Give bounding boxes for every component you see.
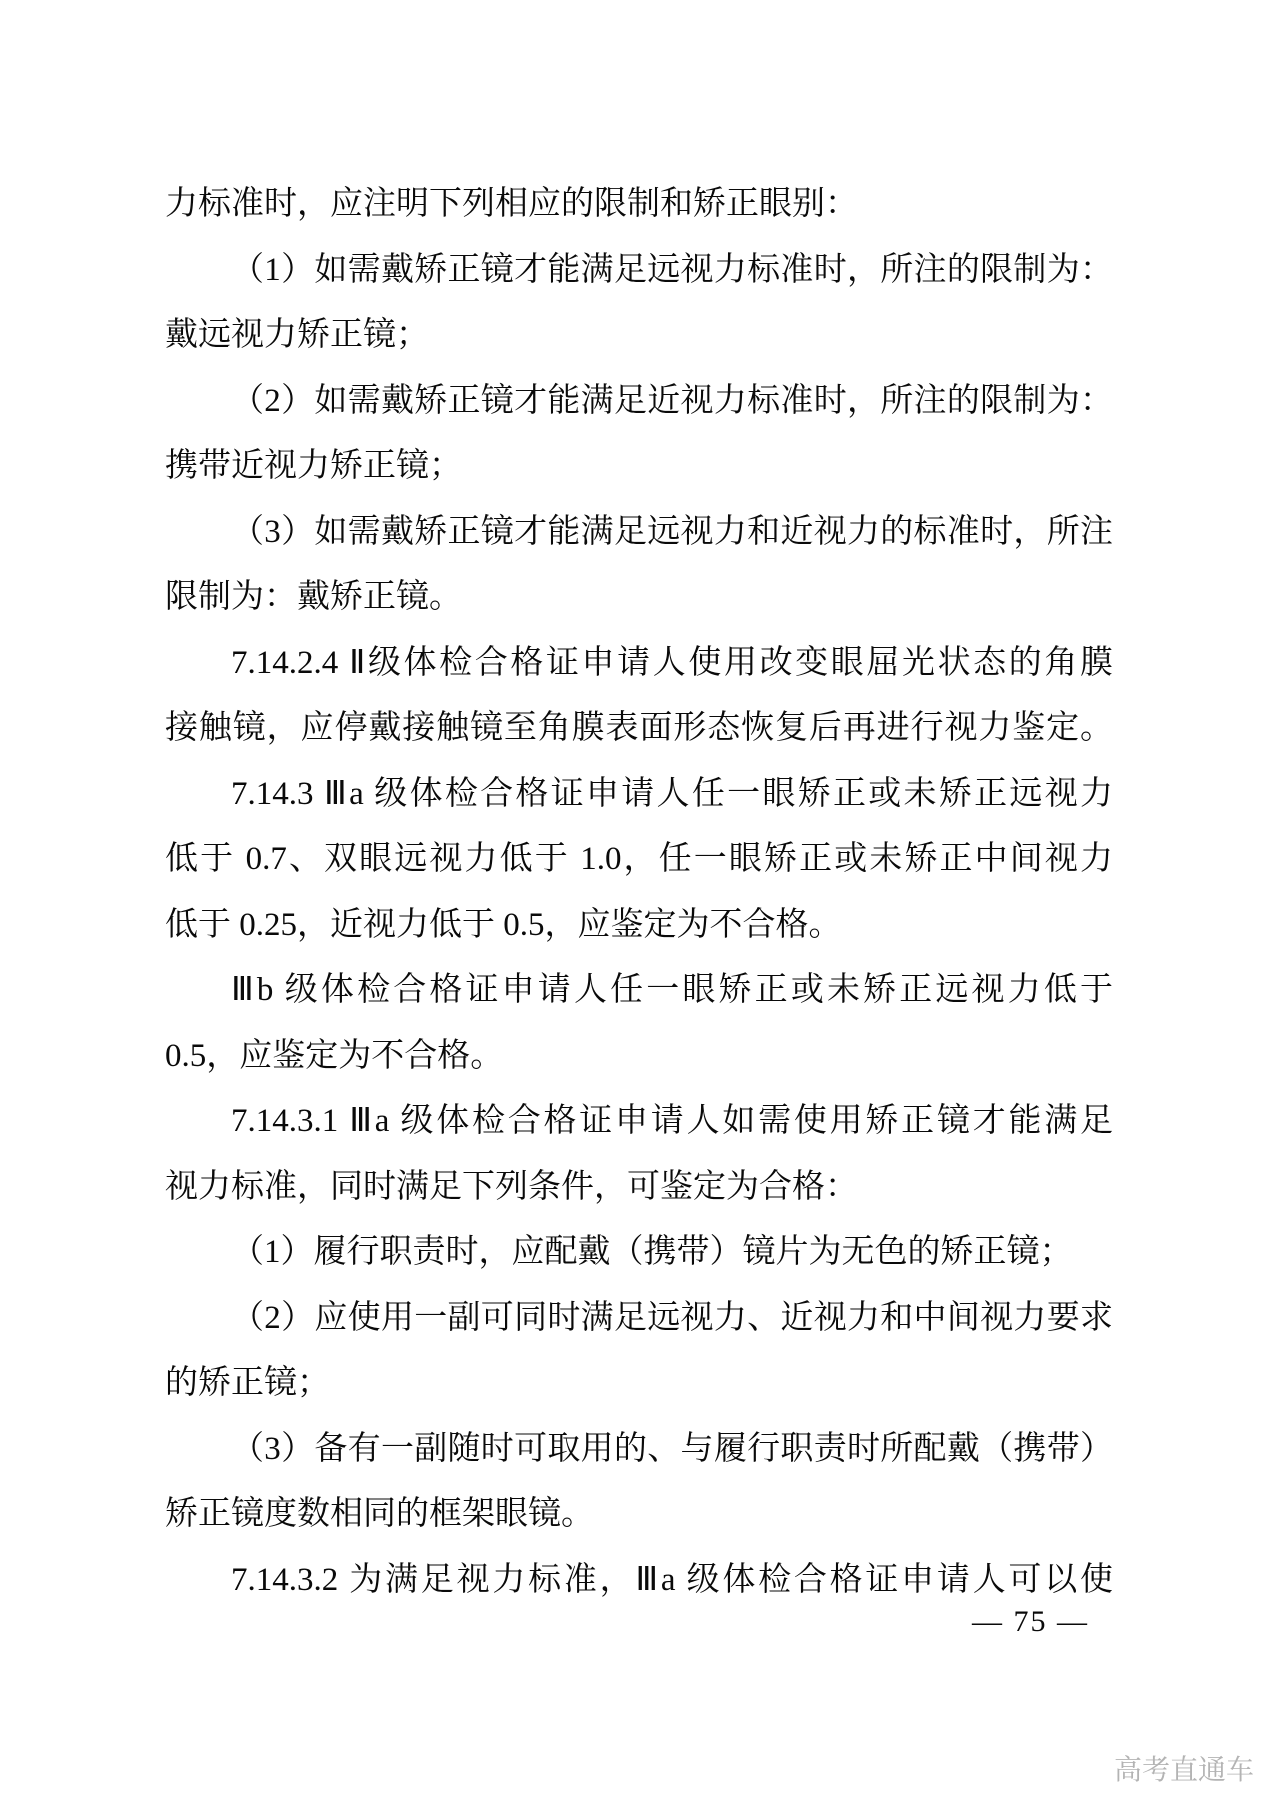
text-line: （2）应使用一副可同时满足远视力、近视力和中间视力要求 bbox=[231, 1299, 1113, 1336]
text-line: 力标准时，应注明下列相应的限制和矫正眼别： bbox=[165, 186, 858, 222]
text-line: （2）如需戴矫正镜才能满足近视力标准时，所注的限制为： bbox=[231, 382, 1113, 419]
text-line: （1）如需戴矫正镜才能满足远视力标准时，所注的限制为： bbox=[231, 251, 1113, 288]
text-line: 视力标准，同时满足下列条件，可鉴定为合格： bbox=[165, 1168, 858, 1205]
text-line: 低于 0.7、双眼远视力低于 1.0，任一眼矫正或未矫正中间视力 bbox=[165, 841, 1113, 877]
text-line: 低于 0.25，近视力低于 0.5，应鉴定为不合格。 bbox=[165, 906, 842, 943]
text-line: （3）如需戴矫正镜才能满足远视力和近视力的标准时，所注 bbox=[231, 513, 1113, 550]
text-line: （1）履行职责时，应配戴（携带）镜片为无色的矫正镜； bbox=[231, 1234, 1073, 1270]
text-line: 0.5，应鉴定为不合格。 bbox=[165, 1037, 504, 1074]
text-line: 7.14.3 Ⅲa 级体检合格证申请人任一眼矫正或未矫正远视力 bbox=[231, 775, 1113, 812]
text-line: （3）备有一副随时可取用的、与履行职责时所配戴（携带） bbox=[231, 1430, 1113, 1467]
text-line: 7.14.2.4 Ⅱ级体检合格证申请人使用改变眼屈光状态的角膜 bbox=[231, 644, 1113, 681]
watermark: 高考直通车 bbox=[1113, 1755, 1254, 1786]
text-line: 携带近视力矫正镜； bbox=[165, 448, 462, 484]
text-line: 7.14.3.1 Ⅲa 级体检合格证申请人如需使用矫正镜才能满足 bbox=[231, 1103, 1113, 1139]
text-line: 接触镜，应停戴接触镜至角膜表面形态恢复后再进行视力鉴定。 bbox=[165, 710, 1113, 746]
text-line: 7.14.3.2 为满足视力标准，Ⅲa 级体检合格证申请人可以使 bbox=[231, 1561, 1113, 1598]
document-text-block bbox=[165, 172, 1113, 1613]
text-line: 矫正镜度数相同的框架眼镜。 bbox=[165, 1496, 594, 1532]
page-number: — 75 — bbox=[972, 1605, 1089, 1638]
text-line: 限制为：戴矫正镜。 bbox=[165, 579, 462, 615]
text-line: 的矫正镜； bbox=[165, 1365, 330, 1401]
text-line: 戴远视力矫正镜； bbox=[165, 317, 429, 353]
text-line: Ⅲb 级体检合格证申请人任一眼矫正或未矫正远视力低于 bbox=[231, 972, 1113, 1008]
